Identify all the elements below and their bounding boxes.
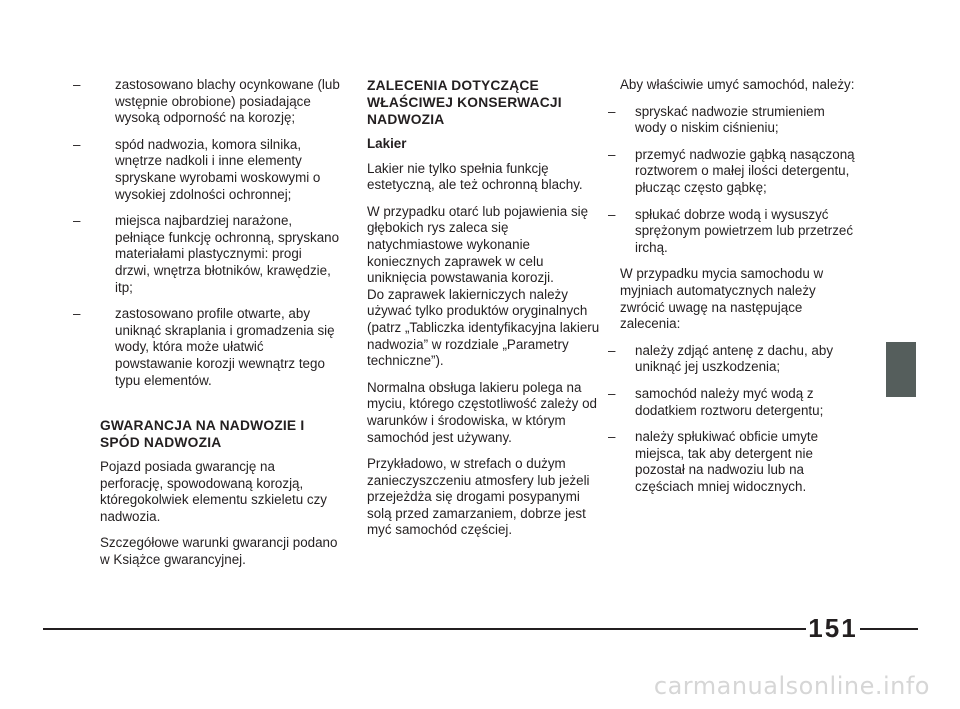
list-item: – spód nadwozia, komora silnika, wnętrze nadkoli i inne elementy spryskane wyrobami woskowymi o wysokiej zdolności ochronnej; [73,136,321,202]
dash-bullet: – [608,342,616,358]
right-column [608,77,856,505]
dash-bullet: – [73,213,81,229]
list-item: – miejsca najbardziej narażone, pełniące funkcję ochronną, spryskano materiałami plastycznymi: progi drzwi, wnętrza błotników, krawędzie, itp; [73,213,340,295]
list-item: – należy zdjąć antenę z dachu, aby uniknąć jej uszkodzenia; [608,342,834,375]
wash-intro: Aby właściwie umyć samochód, należy: [620,77,855,92]
list-item: – spłukać dobrze wodą i wysuszyć sprężonym powietrzem lub przetrzeć irchą. [608,206,854,255]
dash-bullet: – [73,136,81,152]
washing-paragraph: Normalna obsługa lakieru polega na myciu, którego częstotliwość zależy od warunków i środowiska, w którym samochód jest używany. [367,379,597,445]
dash-bullet: – [73,77,81,92]
pollution-paragraph: Przykładowo, w strefach o dużym zanieczyszczeniu atmosfery lub jeżeli przejeżdża się drogami posypanymi solą przed zamarzaniem, dobrze jest myć samochód częściej. [367,456,590,538]
list-item: – spryskać nadwozie strumieniem wody o niskim ciśnieniu; [608,103,825,136]
left-column [73,77,340,579]
scratch-paragraph: W przypadku otarć lub pojawienia się głębokich rys zaleca się natychmiastowe wykonanie koniecznych zaprawek w celu uniknięcia powstawania korozji. [367,203,589,286]
middle-column [367,77,602,549]
list-item: – zastosowano profile otwarte, aby uniknąć skraplania i gromadzenia się wody, która może ułatwić powstawanie korozji wewnątrz tego typu elementów. [73,306,335,388]
section-tab-marker [886,342,916,397]
touchup-paragraph: Do zaprawek lakierniczych należy używać tylko produktów oryginalnych (patrz „Tabliczka identyfikacyjna lakieru nadwozia” w rozdziale „Parametry techniczne”). [367,286,600,369]
list-item: – należy spłukiwać obficie umyte miejsca, tak aby detergent nie pozostał na nadwoziu lub na częściach mniej widocznych. [608,429,819,494]
dash-bullet: – [608,146,616,162]
dash-bullet: – [608,429,616,445]
list-item: – samochód należy myć wodą z dodatkiem roztworu detergentu; [608,385,824,418]
maintenance-heading: ZALECENIA DOTYCZĄCE WŁAŚCIWEJ KONSERWACJI NADWOZIA [367,78,562,127]
dash-bullet: – [608,206,616,222]
footer-rule-right [860,628,918,630]
dash-bullet: – [608,385,616,401]
car-wash-paragraph: W przypadku mycia samochodu w myjniach automatycznych należy zwrócić uwagę na następujące zalecenia: [620,266,824,332]
warranty-paragraph: Pojazd posiada gwarancję na perforację, spowodowaną korozją, któregokolwiek elementu szkieletu czy nadwozia. [100,459,328,524]
dash-bullet: – [73,306,81,322]
paint-paragraph: Lakier nie tylko spełnia funkcję estetyczną, ale też ochronną blachy. [367,160,583,193]
page-number: 151 [808,613,858,643]
list-item: – przemyć nadwozie gąbką nasączoną roztworem o małej ilości detergentu, płucząc często gąbkę; [608,146,855,195]
list-item: – zastosowano blachy ocynkowane (lub wstępnie obrobione) posiadające wysoką odporność na korozję; [73,77,340,126]
warranty-heading: GWARANCJA NA NADWOZIE I SPÓD NADWOZIA [100,418,305,451]
watermark: carmanualsonline.info [653,672,930,700]
warranty-details-paragraph: Szczegółowe warunki gwarancji podano w Książce gwarancyjnej. [100,535,338,568]
dash-bullet: – [608,103,616,119]
footer-rule-left [43,628,806,630]
paint-subheading: Lakier [367,136,407,151]
